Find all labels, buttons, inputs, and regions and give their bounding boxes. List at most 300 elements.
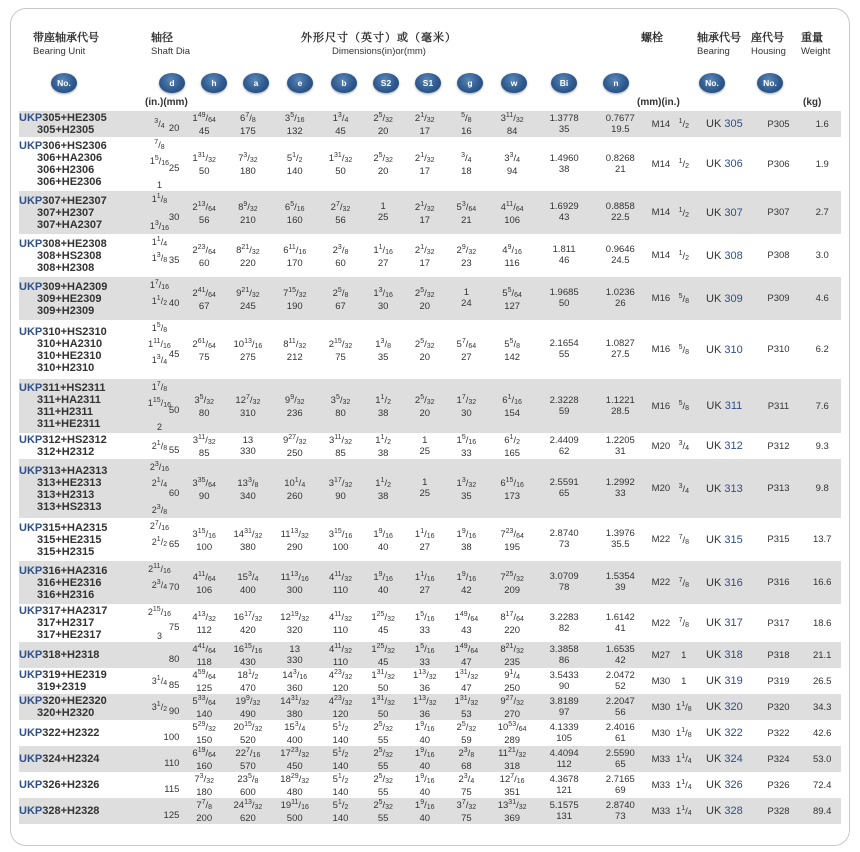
weight-value: 9.8	[803, 459, 841, 518]
bolt-mm: M27	[649, 642, 672, 668]
dimension-cell: $2^{15}/_{32}$ 75	[328, 337, 353, 363]
badge-no: No.	[757, 73, 783, 93]
dimension-cell: $2^5/_{32}$ 20	[404, 277, 446, 320]
dimension-cell: $5^3/_{64}$ 21	[446, 191, 488, 234]
dimension-cell: $6^7/_8$ 175	[225, 111, 271, 137]
shaft-dia-mm: 30	[168, 211, 180, 223]
bearing-code: UK 318	[695, 642, 753, 668]
dimension-cell: $9^9/_{32}$ 236	[271, 379, 319, 433]
housing-code: P312	[767, 440, 790, 452]
bearing-unit-code: 320+HE2320	[42, 695, 107, 707]
dimension-cell: $2^7/_{32}$ 56	[319, 191, 363, 234]
housing-code: P324	[754, 746, 804, 772]
housing-code: P328	[754, 798, 804, 824]
bearing-unit-code: 308+HE2308	[42, 237, 107, 250]
housing-code: P319	[767, 675, 790, 687]
bolt-in: $^1/_2$	[672, 191, 695, 234]
shaft-dia-cell: $1^7/_{16}$ $1^1/_2$ 40	[136, 277, 184, 320]
weight-value: 9.3	[815, 440, 829, 452]
dimension-cell: 3.5433 90	[549, 669, 579, 692]
dimension-cell: $7^7/_8$ 200	[183, 798, 225, 824]
bearing-unit-code: 310+HS2310	[42, 325, 107, 338]
dimension-cell: $14^{31}/_{32}$ 380	[271, 694, 319, 720]
bolt-in: 1	[672, 642, 695, 668]
dimension-cell: $2^{23}/_{64}$ 60	[192, 243, 216, 269]
dimension-cell: $20^{15}/_{32}$ 520	[233, 721, 263, 746]
bearing-code: UK 322	[706, 727, 743, 739]
bolt-mm: M16	[649, 379, 672, 433]
dimension-cell: $3^{17}/_{32}$ 90	[319, 459, 363, 518]
dimension-cell: $1^7/_{32}$ 30	[446, 379, 488, 433]
bearing-unit-cell: UKP311+HS2311 311+HA2311 311+H2311 311+HE2311	[19, 379, 136, 433]
header-dimensions: 外形尺寸（英寸）或（毫米） Dimensions(in)or(mm)	[301, 32, 457, 57]
bearing-unit-code: 317+HA2317	[42, 605, 108, 617]
dimension-cell: $3^{11}/_{32}$ 85	[192, 434, 216, 459]
dimension-cell: $^3/_4$ 18	[461, 152, 472, 177]
shaft-dia-cell: $^7/_8$ $1^5/_{16}$ 1 25	[149, 139, 180, 190]
housing-code: P313	[754, 459, 804, 518]
dimension-cell: $12^7/_{32}$ 310	[225, 379, 271, 433]
dimension-cell: $1^9/_{16}$ 40	[373, 527, 393, 553]
weight-value: 72.4	[812, 779, 832, 791]
dimension-cell: $2^5/_{32}$ 55	[373, 773, 393, 798]
shaft-dia-cell: $1^1/_4$ $1^3/_8$ 35	[151, 236, 180, 266]
bolt-mm: M22	[651, 534, 671, 545]
bearing-code: UK 316	[695, 561, 753, 604]
shaft-dia-mm: 75	[168, 621, 180, 633]
table-row	[19, 320, 841, 379]
dimension-cell: 2.4409 62	[549, 434, 579, 457]
dimension-cell: $17^{23}/_{32}$ 450	[271, 746, 319, 772]
shaft-dia-cell	[136, 772, 184, 798]
weight-value: 34.3	[803, 694, 841, 720]
bolt-in: $1^1/_4$	[672, 798, 695, 824]
bolt-in: $^5/_8$	[672, 379, 695, 433]
dimension-cell: $3^5/_{32}$ 80	[183, 379, 225, 433]
dimension-cell: $4^{11}/_{64}$ 106	[183, 561, 225, 604]
badge-d: d	[159, 73, 185, 93]
badge-s2: S2	[373, 73, 399, 93]
spec-sheet	[10, 8, 850, 846]
bearing-unit-code: 315+H2315	[37, 545, 95, 558]
shaft-dia-mm: 90	[168, 705, 180, 717]
shaft-dia-mm: 55	[168, 444, 180, 456]
bearing-unit-code: 320+H2320	[37, 707, 95, 719]
weight-value: 89.4	[803, 798, 841, 824]
dimension-cell: $2^5/_{32}$ 59	[456, 721, 477, 746]
dimension-cell: $10^{13}/_{16}$ 275	[233, 337, 263, 363]
dimension-cell: 1.3778 35	[537, 111, 591, 137]
table-row	[19, 191, 841, 234]
dimension-cell: $2^9/_{32}$ 23	[456, 243, 477, 269]
shaft-dia-cell: $2^{11}/_{16}$ $2^3/_4$ 70	[136, 561, 184, 604]
dimension-cell: $11^{21}/_{32}$ 318	[487, 746, 537, 772]
table-row	[19, 459, 841, 518]
weight-value: 7.6	[803, 379, 841, 433]
bolt-mm: M30	[651, 727, 671, 739]
bearing-unit-code: 313+HA2313	[42, 464, 108, 477]
dimension-cell: 3.2283 82	[549, 611, 579, 634]
badge-no: No.	[51, 73, 77, 93]
dimension-cell: $3^3/_4$ 94	[504, 152, 520, 177]
badge-w: w	[501, 73, 527, 93]
bearing-unit-code: 309+HA2309	[42, 280, 108, 293]
dimension-cell: $5^7/_{64}$ 27	[456, 337, 477, 363]
dimension-cell: $1^{13}/_{32}$ 36	[412, 669, 437, 694]
dimension-cell: 1 25	[419, 434, 431, 457]
dimension-cell: $1^{31}/_{32}$ 50	[371, 669, 395, 694]
housing-code: P311	[754, 379, 804, 433]
bearing-code: UK 311	[695, 379, 753, 433]
table-row	[19, 798, 841, 824]
bolt-in: $^1/_2$	[672, 111, 695, 137]
bolt-mm: M33	[649, 746, 672, 772]
dimension-cell: $6^{15}/_{16}$ 173	[487, 459, 537, 518]
shaft-dia-cell	[136, 746, 184, 772]
housing-code: P310	[767, 344, 790, 355]
dimension-cell: $10^1/_4$ 260	[271, 459, 319, 518]
bearing-unit-code: 310+H2310	[37, 361, 95, 374]
bolt-mm: M14	[651, 158, 671, 170]
dimension-cell: $4^9/_{16}$ 116	[502, 243, 522, 269]
bearing-unit-code: 305+H2305	[37, 124, 95, 136]
dimension-cell: 1.6142 41	[605, 611, 635, 634]
dimension-cell: $8^{17}/_{64}$ 220	[500, 611, 524, 636]
bolt-mm: M16	[651, 344, 671, 355]
bearing-unit-code: 319+HE2319	[42, 669, 107, 681]
dimension-cell: 1.811 46	[552, 244, 576, 266]
dimension-cell: $4^{11}/_{32}$ 110	[319, 642, 363, 668]
dimension-cell: $2^5/_{32}$ 20	[362, 111, 404, 137]
dimension-cell: $5^{29}/_{32}$ 150	[192, 721, 216, 746]
bolt-in: $1^1/_4$	[672, 746, 695, 772]
dimension-cell: 2.8740 73	[549, 528, 579, 550]
dimension-cell: $1^3/_8$ 35	[375, 337, 391, 363]
dimension-cell: 0.8268 21	[605, 152, 635, 175]
dimension-cell: $18^{29}/_{32}$ 480	[280, 773, 310, 798]
bearing-unit-code: 324+H2324	[42, 753, 100, 765]
dimension-cell: $1^{31}/_{32}$ 50	[192, 152, 216, 177]
dimension-cell: 2.5591 65	[537, 459, 591, 518]
dimension-cell: $2^5/_{32}$ 20	[404, 379, 446, 433]
weight-value: 3.0	[815, 250, 829, 261]
dimension-cell: 1.0827 27.5	[605, 338, 635, 360]
weight-value: 21.1	[803, 642, 841, 668]
dimension-cell: 2.7165 69	[605, 773, 635, 796]
weight-value: 53.0	[803, 746, 841, 772]
dimension-cell: $7^{25}/_{32}$ 209	[487, 561, 537, 604]
dimension-cell: $8^{11}/_{32}$ 212	[283, 337, 307, 363]
bolt-in: $^7/_8$	[678, 533, 690, 546]
bolt-in: $1^1/_4$	[675, 779, 692, 791]
bearing-unit-cell: UKP324+H2324	[19, 746, 136, 772]
dimension-cell: $1^9/_{16}$ 40	[414, 773, 435, 798]
housing-code: P306	[767, 158, 790, 170]
dimension-cell: $1^{49}/_{64}$ 43	[454, 611, 479, 636]
table-row	[19, 668, 841, 694]
dimension-cell: $2^5/_{32}$ 20	[414, 337, 435, 363]
table-row	[19, 642, 841, 668]
dimension-cell: $1^3/_{32}$ 35	[446, 459, 488, 518]
dimension-cell: $15^3/_4$ 400	[225, 561, 271, 604]
badge-a: a	[243, 73, 269, 93]
table-row	[19, 518, 841, 561]
shaft-dia-cell: $1^5/_8$ $1^{11}/_{16}$ $1^3/_4$ 45	[148, 322, 180, 366]
dimension-cell: $5^1/_2$ 140	[319, 798, 363, 824]
bearing-unit-code: 306+H2306	[37, 164, 95, 176]
dimension-cell: $1^{25}/_{32}$ 45	[362, 642, 404, 668]
bearing-unit-code: 312+HS2312	[42, 434, 107, 446]
table-row	[19, 379, 841, 433]
dimension-cell: $4^{23}/_{32}$ 120	[328, 669, 353, 694]
bearing-code: UK 317	[706, 617, 743, 629]
dimension-cell: $6^{19}/_{64}$ 160	[183, 746, 225, 772]
dimension-cell: $2^1/_{32}$ 17	[404, 191, 446, 234]
shaft-dia-mm: 20	[168, 122, 180, 134]
dimension-cell: $5^1/_2$ 140	[332, 721, 349, 746]
table-row	[19, 111, 841, 137]
dimension-cell: $2^3/_8$ 68	[446, 746, 488, 772]
dimension-cell: $5^5/_8$ 142	[504, 337, 521, 363]
dimension-cell: $1^9/_{16}$ 42	[446, 561, 488, 604]
table-row	[19, 277, 841, 320]
weight-value: 1.6	[803, 111, 841, 137]
shaft-dia-mm: 35	[168, 254, 180, 266]
dimension-cell: $6^{11}/_{16}$ 170	[283, 243, 307, 269]
bearing-code: UK 307	[695, 191, 753, 234]
dimension-cell: $12^{19}/_{32}$ 320	[280, 611, 310, 636]
dimension-cell: $1^9/_{16}$ 40	[414, 721, 435, 746]
dimension-cell: $7^3/_{32}$ 180	[194, 773, 215, 798]
dimension-cell: $3^{15}/_{16}$ 100	[328, 527, 353, 553]
bearing-unit-code: 309+HE2309	[37, 292, 102, 305]
shaft-dia-mm: 70	[168, 581, 180, 593]
bearing-unit-code: 306+HA2306	[37, 152, 103, 164]
dimension-cell: $5^1/_2$ 140	[286, 152, 303, 177]
bearing-unit-code: 306+HS2306	[42, 140, 107, 152]
dimension-cell: 5.1575 131	[537, 798, 591, 824]
bearing-unit-code: 308+H2308	[37, 261, 95, 274]
dimension-cell: $9^{21}/_{32}$ 245	[225, 277, 271, 320]
dimension-cell: 1.1221 28.5	[591, 379, 649, 433]
bearing-unit-code: 313+HE2313	[37, 476, 102, 489]
dimension-cell: $1^1/_{16}$ 27	[414, 527, 435, 553]
dimension-cell: 2.0472 52	[605, 669, 635, 692]
dimension-cell: 1.3976 35.5	[605, 528, 635, 550]
table-row	[19, 746, 841, 772]
bearing-code: UK 326	[706, 779, 743, 791]
bearing-unit-code: 307+HE2307	[42, 194, 107, 207]
bearing-unit-code: 309+H2309	[37, 304, 95, 317]
badge-bi: Bi	[551, 73, 577, 93]
dimension-cell: 1 25	[362, 191, 404, 234]
shaft-dia-mm: 65	[168, 538, 180, 550]
dimension-cell: 1.9685 50	[537, 277, 591, 320]
spec-table	[19, 111, 841, 824]
dimension-cell: 13 330	[271, 642, 319, 668]
bearing-unit-cell: UKP326+H2326	[19, 779, 100, 791]
bearing-unit-code: 319+2319	[37, 681, 87, 693]
dimension-cell: $9^{27}/_{32}$ 270	[487, 694, 537, 720]
shaft-dia-mm: 40	[168, 297, 180, 309]
dimension-cell: $1^1/_{16}$ 27	[404, 561, 446, 604]
dimension-cell: 4.3678 121	[549, 773, 579, 796]
dimension-cell: $2^5/_{32}$ 55	[362, 746, 404, 772]
table-row	[19, 604, 841, 642]
dimension-cell: $3^7/_{32}$ 75	[446, 798, 488, 824]
dimension-cell: $12^7/_{16}$ 351	[499, 773, 525, 798]
dimension-cell: $16^{17}/_{32}$ 420	[233, 611, 263, 636]
bearing-unit-code: 307+HA2307	[37, 218, 103, 231]
shaft-dia-cell: $2^{15}/_{16}$ 3 75	[147, 606, 180, 641]
bearing-unit-code: 313+HS2313	[37, 500, 102, 513]
dimension-cell: $2^5/_{32}$ 55	[373, 721, 393, 746]
dimension-cell: $4^{13}/_{32}$ 112	[192, 611, 216, 636]
dimension-cell: $2^5/_8$ 67	[319, 277, 363, 320]
bearing-unit-cell: UKP305+HE2305 305+H2305	[19, 111, 136, 137]
dimension-cell: 1.5354 39	[591, 561, 649, 604]
dimension-cell: $4^{11}/_{32}$ 110	[319, 561, 363, 604]
dimension-cell: $1^{31}/_{32}$ 50	[362, 694, 404, 720]
dimension-cell: $3^{35}/_{64}$ 90	[183, 459, 225, 518]
housing-code: P322	[767, 727, 790, 739]
bearing-unit-code: 310+HA2310	[37, 337, 103, 350]
housing-code: P318	[754, 642, 804, 668]
dimension-cell: $16^{15}/_{16}$ 430	[225, 642, 271, 668]
dimension-cell: 1.6535 42	[591, 642, 649, 668]
shaft-dia-mm: 50	[168, 404, 180, 416]
dimension-cell: $4^{11}/_{64}$ 106	[487, 191, 537, 234]
dimension-cell: $3^{11}/_{32}$ 85	[328, 434, 352, 459]
header-bearing: 轴承代号 Bearing	[697, 32, 741, 57]
housing-code: P326	[767, 779, 790, 791]
dimension-cell: 3.0709 78	[537, 561, 591, 604]
dimension-cell: 1.0236 26	[591, 277, 649, 320]
dimension-cell: $2^5/_{32}$ 55	[362, 798, 404, 824]
dimension-cell: $1^1/_2$ 38	[375, 434, 391, 459]
badge-b: b	[331, 73, 357, 93]
bearing-unit-cell: UKP318+H2318	[19, 642, 136, 668]
dimension-cell: $1^{49}/_{64}$ 45	[183, 111, 225, 137]
housing-code: P316	[754, 561, 804, 604]
shaft-dia-mm: 85	[168, 679, 180, 691]
dimension-cell: $1^9/_{16}$ 40	[404, 746, 446, 772]
bolt-in: $^7/_8$	[678, 617, 690, 629]
table-row	[19, 694, 841, 720]
housing-code: P307	[754, 191, 804, 234]
bearing-code: UK 315	[706, 533, 743, 546]
dimension-cell: 2.8740 73	[591, 798, 649, 824]
dimension-cell: $1^3/_{16}$ 30	[362, 277, 404, 320]
bearing-unit-code: 317+HE2317	[37, 629, 102, 641]
bearing-unit-cell: UKP307+HE2307 307+H2307 307+HA2307	[19, 191, 136, 234]
shaft-dia-mm: 100	[163, 731, 180, 743]
badge-g: g	[457, 73, 483, 93]
badge-e: e	[287, 73, 313, 93]
bolt-mm: M16	[649, 277, 672, 320]
weight-value: 13.7	[812, 534, 832, 545]
weight-value: 1.9	[815, 158, 829, 170]
dimension-cell: $4^{41}/_{64}$ 118	[183, 642, 225, 668]
bearing-unit-code: 322+H2322	[42, 727, 100, 739]
shaft-dia-cell: $2^3/_{16}$ $2^1/_4$ $2^3/_8$ 60	[136, 459, 184, 518]
bearing-unit-code: 312+H2312	[37, 446, 95, 458]
units-row	[11, 97, 849, 111]
dimension-cell: $3^{15}/_{16}$ 100	[192, 527, 216, 553]
shaft-dia-cell: $2^1/_8$ 55	[151, 440, 180, 456]
bearing-unit-code: 315+HA2315	[42, 521, 108, 534]
header-bolt: 螺栓	[641, 32, 663, 44]
table-row	[19, 720, 841, 746]
dimension-cell: $1^{25}/_{32}$ 45	[371, 611, 395, 636]
dimension-cell: $18^1/_2$ 470	[237, 669, 259, 694]
dimension-cell: $6^5/_{16}$ 160	[271, 191, 319, 234]
bearing-unit-cell: UKP308+HE2308 308+HS2308 308+H2308	[19, 237, 107, 274]
dimension-cell: $13^3/_8$ 340	[225, 459, 271, 518]
bearing-unit-cell: UKP315+HA2315 315+HE2315 315+H2315	[19, 521, 108, 558]
table-row	[19, 772, 841, 798]
housing-code: P315	[767, 534, 790, 545]
dimension-cell: $4^{11}/_{32}$ 110	[328, 611, 352, 636]
dimension-cell: 2.2047 56	[591, 694, 649, 720]
housing-code: P308	[767, 250, 790, 261]
dimension-cell: 3.8189 97	[537, 694, 591, 720]
dimension-cell: $10^{53}/_{64}$ 289	[497, 721, 527, 746]
dimension-cell: $6^1/_{16}$ 154	[487, 379, 537, 433]
dimension-cell: $1^9/_{16}$ 40	[362, 561, 404, 604]
shaft-dia-mm: 115	[164, 783, 180, 795]
bolt-mm: M14	[649, 191, 672, 234]
dimension-cell: $9^{27}/_{32}$ 250	[282, 434, 307, 459]
bearing-unit-code: 315+HE2315	[37, 533, 102, 546]
dimension-cell: $8^{21}/_{32}$ 235	[487, 642, 537, 668]
table-row	[19, 137, 841, 191]
bearing-unit-cell: UKP317+HA2317 317+H2317 317+HE2317	[19, 605, 108, 641]
bearing-code: UK 319	[706, 675, 743, 687]
bolt-in: $^5/_8$	[672, 277, 695, 320]
dimension-cell: 3.3858 86	[537, 642, 591, 668]
bearing-unit-code: 316+H2316	[37, 588, 95, 601]
dimension-cell: $9^1/_4$ 250	[504, 669, 521, 694]
dimension-cell: $5^1/_2$ 140	[332, 773, 349, 798]
bearing-code: UK 310	[706, 343, 743, 356]
shaft-dia-cell	[136, 798, 184, 824]
bearing-unit-code: 311+H2311	[37, 406, 93, 418]
shaft-dia-mm: 60	[168, 487, 180, 499]
shaft-dia-cell: $1^7/_8$ $1^{15}/_{16}$ 2 50	[136, 379, 184, 433]
units-kg: (kg)	[803, 97, 822, 108]
bearing-unit-code: 313+H2313	[37, 488, 95, 501]
bolt-mm: M22	[649, 561, 672, 604]
shaft-dia-cell: $3^1/_2$ 90	[136, 694, 184, 720]
dimension-cell: $2^{13}/_{64}$ 56	[183, 191, 225, 234]
bearing-unit-code: 307+H2307	[37, 206, 95, 219]
dimension-cell: $3^5/_{16}$ 132	[271, 111, 319, 137]
dimension-cell: $5^5/_{64}$ 127	[487, 277, 537, 320]
dimension-cell: $23^5/_8$ 600	[237, 773, 259, 798]
bearing-unit-code: 310+HE2310	[37, 349, 102, 362]
bearing-unit-cell: UKP313+HA2313 313+HE2313 313+H2313 313+HS2313	[19, 459, 136, 518]
dimension-cell: $3^{11}/_{32}$ 84	[487, 111, 537, 137]
bearing-unit-code: 317+H2317	[37, 617, 95, 629]
housing-code: P320	[754, 694, 804, 720]
dimension-cell: $1^{31}/_{32}$ 47	[454, 669, 479, 694]
dimension-cell: $1^1/_2$ 38	[362, 379, 404, 433]
dimension-cell: 2.3228 59	[537, 379, 591, 433]
bearing-unit-code: 326+H2326	[42, 779, 100, 791]
dimension-cell: 0.9646 24.5	[605, 244, 635, 266]
units-mm-in: (mm)(in.)	[637, 97, 680, 108]
